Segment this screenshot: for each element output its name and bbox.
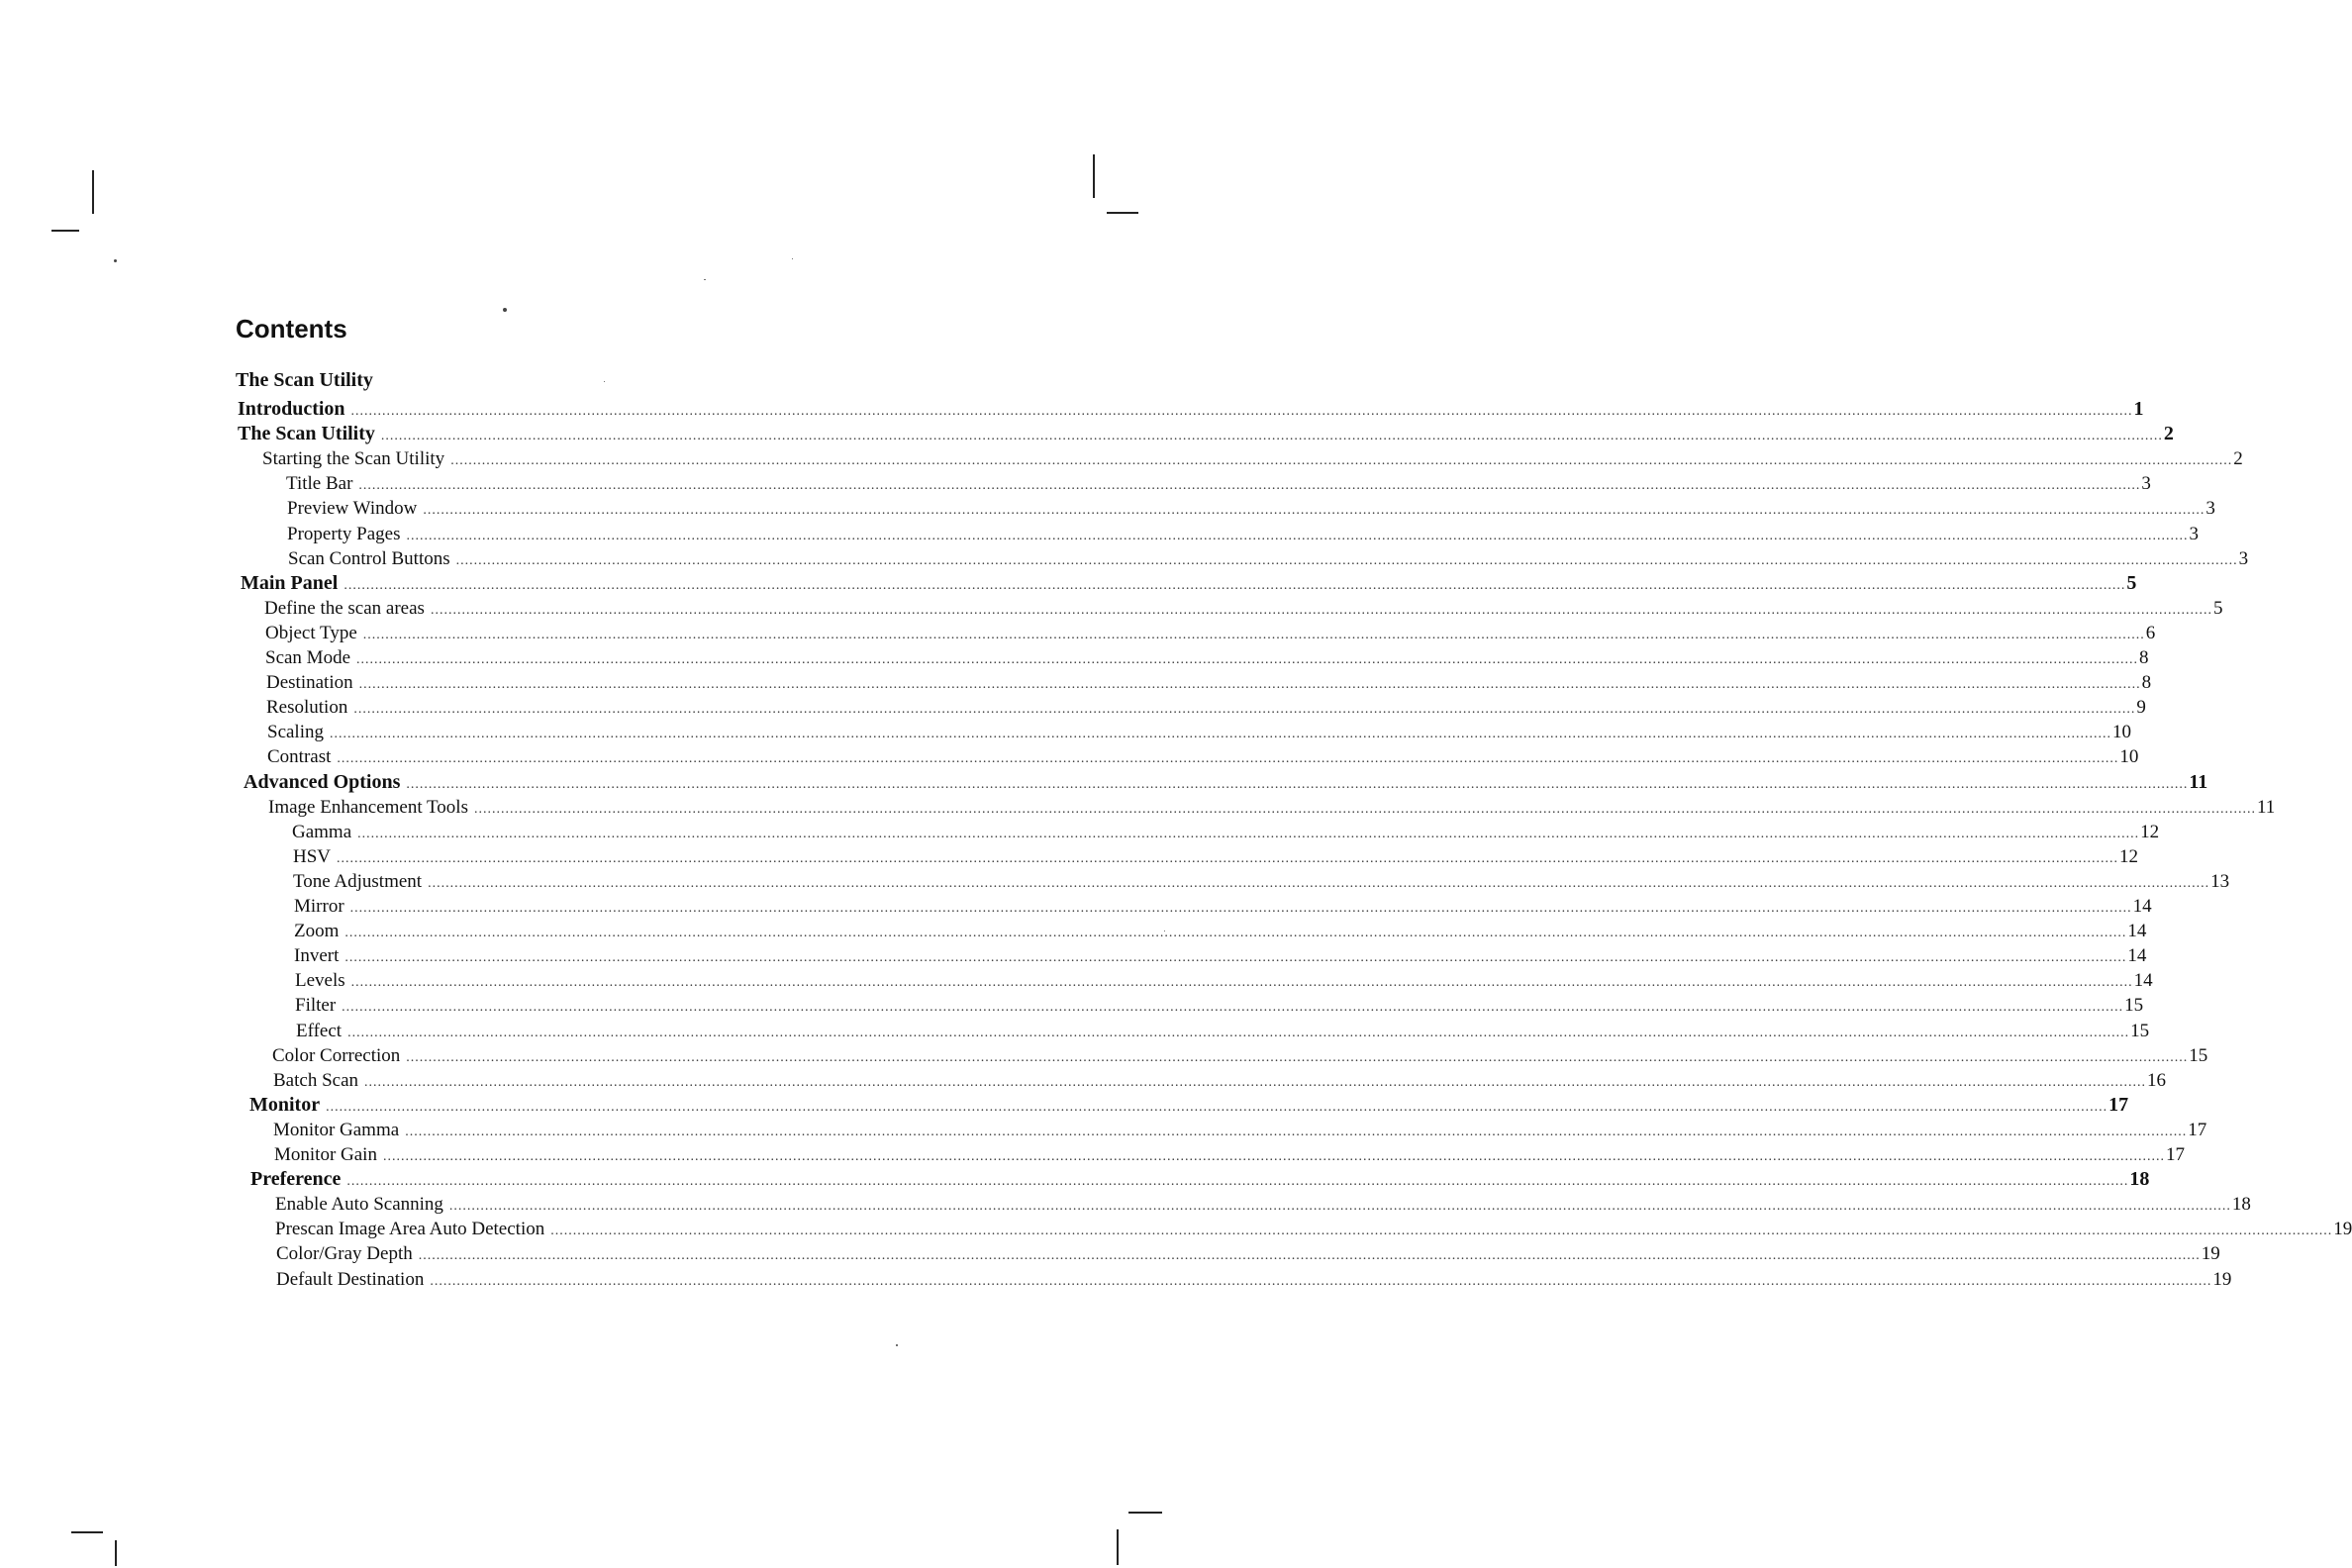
toc-dot-leader: ................................................................................................................................................................................................................................................................................................................................................................................................................ xyxy=(473,802,2256,817)
toc-dot-leader: ................................................................................................................................................................................................................................................................................................................................................................................................................ xyxy=(364,1075,2147,1090)
toc-dot-leader: ................................................................................................................................................................................................................................................................................................................................................................................................................ xyxy=(349,901,2132,916)
toc-entry xyxy=(272,1043,2208,1068)
toc-entry-page-number: 15 xyxy=(2130,1021,2150,1041)
toc-dot-leader: ................................................................................................................................................................................................................................................................................................................................................................................................................ xyxy=(358,478,2141,493)
toc-dot-leader: ................................................................................................................................................................................................................................................................................................................................................................................................................ xyxy=(330,727,2111,741)
toc-entry-page-number: 18 xyxy=(2129,1168,2150,1190)
toc-entry-label: Zoom xyxy=(294,921,340,941)
toc-entry-page-number: 14 xyxy=(2132,896,2152,917)
toc-entry xyxy=(294,894,2152,919)
toc-dot-leader: ................................................................................................................................................................................................................................................................................................................................................................................................................ xyxy=(448,1199,2231,1214)
toc-entry-page-number: 11 xyxy=(2189,771,2208,793)
toc-dot-leader: ................................................................................................................................................................................................................................................................................................................................................................................................................ xyxy=(430,1274,2212,1289)
toc-dot-leader: ................................................................................................................................................................................................................................................................................................................................................................................................................ xyxy=(326,1100,2108,1115)
toc-entry-page-number: 17 xyxy=(2108,1094,2129,1116)
toc-entry-label: Preference xyxy=(250,1168,342,1190)
toc-dot-leader: ................................................................................................................................................................................................................................................................................................................................................................................................................ xyxy=(344,926,2127,940)
toc-entry-label: Image Enhancement Tools xyxy=(268,797,468,818)
toc-entry xyxy=(250,1167,2150,1192)
toc-entry-label: The Scan Utility xyxy=(238,423,375,444)
toc-entry-label: Main Panel xyxy=(241,572,339,594)
toc-entry-label: Monitor xyxy=(249,1094,321,1116)
toc-entry xyxy=(287,496,2215,521)
toc-entry-label: Prescan Image Area Auto Detection xyxy=(275,1219,545,1239)
toc-dot-leader: ................................................................................................................................................................................................................................................................................................................................................................................................................ xyxy=(353,702,2136,717)
toc-entry xyxy=(266,695,2146,720)
toc-entry xyxy=(273,1068,2167,1093)
toc-entry xyxy=(274,1142,2185,1167)
toc-entry-page-number: 10 xyxy=(2119,746,2139,767)
toc-entry-label: Effect xyxy=(296,1021,343,1041)
section-heading: The Scan Utility xyxy=(236,369,373,391)
toc-entry-label: Tone Adjustment xyxy=(293,871,423,892)
toc-entry xyxy=(276,1241,2220,1266)
toc-entry-page-number: 2 xyxy=(2233,448,2243,469)
toc-entry-label: Advanced Options xyxy=(244,771,401,793)
toc-entry-page-number: 12 xyxy=(2119,846,2139,867)
toc-entry-page-number: 14 xyxy=(2133,970,2153,991)
toc-dot-leader: ................................................................................................................................................................................................................................................................................................................................................................................................................ xyxy=(455,553,2238,568)
toc-entry-page-number: 3 xyxy=(2238,548,2249,569)
toc-entry xyxy=(275,1217,2352,1241)
toc-entry-page-number: 5 xyxy=(2126,572,2137,594)
toc-dot-leader: ................................................................................................................................................................................................................................................................................................................................................................................................................ xyxy=(428,876,2210,891)
toc-entry xyxy=(294,943,2147,968)
toc-dot-leader: ................................................................................................................................................................................................................................................................................................................................................................................................................ xyxy=(343,578,2126,593)
toc-entry xyxy=(265,645,2149,670)
toc-dot-leader: ................................................................................................................................................................................................................................................................................................................................................................................................................ xyxy=(362,628,2145,642)
toc-entry-page-number: 12 xyxy=(2140,822,2160,842)
toc-entry xyxy=(249,1093,2129,1118)
toc-entry xyxy=(262,446,2243,471)
toc-entry-page-number: 2 xyxy=(2163,423,2174,444)
toc-entry-label: HSV xyxy=(293,846,332,867)
toc-dot-leader: ................................................................................................................................................................................................................................................................................................................................................................................................................ xyxy=(430,603,2212,618)
toc-entry-label: Property Pages xyxy=(287,524,401,544)
toc-entry xyxy=(273,1118,2207,1142)
toc-entry xyxy=(267,744,2139,769)
toc-entry xyxy=(267,720,2131,744)
toc-entry-page-number: 5 xyxy=(2212,598,2223,619)
toc-entry-label: Scan Control Buttons xyxy=(288,548,450,569)
toc-entry-label: Monitor Gamma xyxy=(273,1120,400,1140)
toc-entry-page-number: 8 xyxy=(2139,647,2149,668)
toc-dot-leader: ................................................................................................................................................................................................................................................................................................................................................................................................................ xyxy=(406,777,2189,792)
toc-entry-page-number: 15 xyxy=(2124,995,2144,1016)
toc-entry-page-number: 10 xyxy=(2112,722,2131,742)
toc-entry xyxy=(293,844,2139,869)
toc-entry-label: Introduction xyxy=(238,398,345,420)
toc-dot-leader: ................................................................................................................................................................................................................................................................................................................................................................................................................ xyxy=(405,1125,2188,1139)
toc-entry-page-number: 9 xyxy=(2136,697,2146,718)
toc-entry-label: Destination xyxy=(266,672,353,693)
toc-entry-label: Color/Gray Depth xyxy=(276,1243,413,1264)
toc-dot-leader: ................................................................................................................................................................................................................................................................................................................................................................................................................ xyxy=(450,453,2233,468)
toc-entry xyxy=(265,621,2156,645)
toc-entry xyxy=(266,670,2152,695)
toc-entry-label: Default Destination xyxy=(276,1269,425,1290)
toc-dot-leader: ................................................................................................................................................................................................................................................................................................................................................................................................................ xyxy=(337,751,2119,766)
toc-entry-page-number: 14 xyxy=(2127,945,2147,966)
toc-entry-page-number: 17 xyxy=(2188,1120,2207,1140)
toc-entry-page-number: 18 xyxy=(2231,1194,2251,1215)
toc-entry-label: Object Type xyxy=(265,623,357,643)
toc-entry xyxy=(276,1267,2232,1292)
toc-entry xyxy=(295,993,2144,1018)
toc-dot-leader: ................................................................................................................................................................................................................................................................................................................................................................................................................ xyxy=(342,1000,2124,1015)
toc-dot-leader: ................................................................................................................................................................................................................................................................................................................................................................................................................ xyxy=(418,1248,2201,1263)
toc-entry xyxy=(275,1192,2251,1217)
toc-entry-page-number: 1 xyxy=(2133,398,2144,420)
toc-dot-leader: ................................................................................................................................................................................................................................................................................................................................................................................................................ xyxy=(380,429,2163,443)
toc-entry xyxy=(294,919,2147,943)
toc-dot-leader: ................................................................................................................................................................................................................................................................................................................................................................................................................ xyxy=(550,1224,2333,1238)
toc-dot-leader: ................................................................................................................................................................................................................................................................................................................................................................................................................ xyxy=(346,1174,2129,1189)
toc-entry-page-number: 17 xyxy=(2165,1144,2185,1165)
toc-entry-page-number: 11 xyxy=(2256,797,2276,818)
toc-entry-label: Invert xyxy=(294,945,340,966)
toc-entry xyxy=(293,869,2230,894)
toc-dot-leader: ................................................................................................................................................................................................................................................................................................................................................................................................................ xyxy=(356,652,2139,667)
toc-entry-label: Levels xyxy=(295,970,345,991)
toc-entry-page-number: 19 xyxy=(2212,1269,2232,1290)
toc-entry xyxy=(268,795,2276,820)
toc-dot-leader: ................................................................................................................................................................................................................................................................................................................................................................................................................ xyxy=(357,827,2140,841)
toc-entry-page-number: 19 xyxy=(2201,1243,2220,1264)
toc-entry xyxy=(244,770,2208,795)
toc-entry xyxy=(295,968,2153,993)
toc-entry xyxy=(292,820,2160,844)
toc-dot-leader: ................................................................................................................................................................................................................................................................................................................................................................................................................ xyxy=(423,503,2205,518)
toc-entry-label: Scan Mode xyxy=(265,647,351,668)
toc-entry-label: Enable Auto Scanning xyxy=(275,1194,443,1215)
toc-entry-page-number: 19 xyxy=(2333,1219,2352,1239)
toc-entry-label: Resolution xyxy=(266,697,348,718)
toc-entry xyxy=(238,397,2144,422)
toc-entry-page-number: 3 xyxy=(2141,473,2151,494)
toc-entry-page-number: 3 xyxy=(2189,524,2200,544)
toc-dot-leader: ................................................................................................................................................................................................................................................................................................................................................................................................................ xyxy=(382,1149,2165,1164)
toc-entry-label: Color Correction xyxy=(272,1045,401,1066)
toc-entry-label: Monitor Gain xyxy=(274,1144,377,1165)
toc-entry-page-number: 8 xyxy=(2141,672,2152,693)
toc-entry xyxy=(286,471,2151,496)
toc-entry xyxy=(241,571,2137,596)
toc-dot-leader: ................................................................................................................................................................................................................................................................................................................................................................................................................ xyxy=(350,404,2133,419)
toc-entry-label: Gamma xyxy=(292,822,352,842)
toc-entry xyxy=(238,422,2174,446)
toc-entry-label: Batch Scan xyxy=(273,1070,359,1091)
toc-dot-leader: ................................................................................................................................................................................................................................................................................................................................................................................................................ xyxy=(358,677,2141,692)
toc-entry-page-number: 14 xyxy=(2127,921,2147,941)
page-title: Contents xyxy=(236,314,347,343)
toc-dot-leader: ................................................................................................................................................................................................................................................................................................................................................................................................................ xyxy=(350,975,2133,990)
toc-entry-page-number: 6 xyxy=(2145,623,2156,643)
toc-entry xyxy=(287,522,2200,546)
toc-entry-page-number: 16 xyxy=(2147,1070,2167,1091)
toc-entry-page-number: 15 xyxy=(2189,1045,2208,1066)
toc-dot-leader: ................................................................................................................................................................................................................................................................................................................................................................................................................ xyxy=(337,851,2119,866)
toc-entry-page-number: 3 xyxy=(2205,498,2215,519)
toc-entry-label: Contrast xyxy=(267,746,332,767)
toc-entry-label: Starting the Scan Utility xyxy=(262,448,445,469)
toc-entry-label: Filter xyxy=(295,995,337,1016)
toc-entry-label: Mirror xyxy=(294,896,344,917)
toc-entry-label: Define the scan areas xyxy=(264,598,425,619)
toc-dot-leader: ................................................................................................................................................................................................................................................................................................................................................................................................................ xyxy=(406,1050,2189,1065)
toc-dot-leader: ................................................................................................................................................................................................................................................................................................................................................................................................................ xyxy=(406,529,2189,543)
toc-dot-leader: ................................................................................................................................................................................................................................................................................................................................................................................................................ xyxy=(344,950,2127,965)
toc-entry xyxy=(264,596,2223,621)
toc-entry-label: Title Bar xyxy=(286,473,353,494)
toc-entry xyxy=(288,546,2249,571)
toc-entry-label: Scaling xyxy=(267,722,324,742)
toc-entry-page-number: 13 xyxy=(2210,871,2230,892)
toc-entry-label: Preview Window xyxy=(287,498,418,519)
toc-dot-leader: ................................................................................................................................................................................................................................................................................................................................................................................................................ xyxy=(347,1026,2130,1040)
toc-entry xyxy=(296,1019,2150,1043)
